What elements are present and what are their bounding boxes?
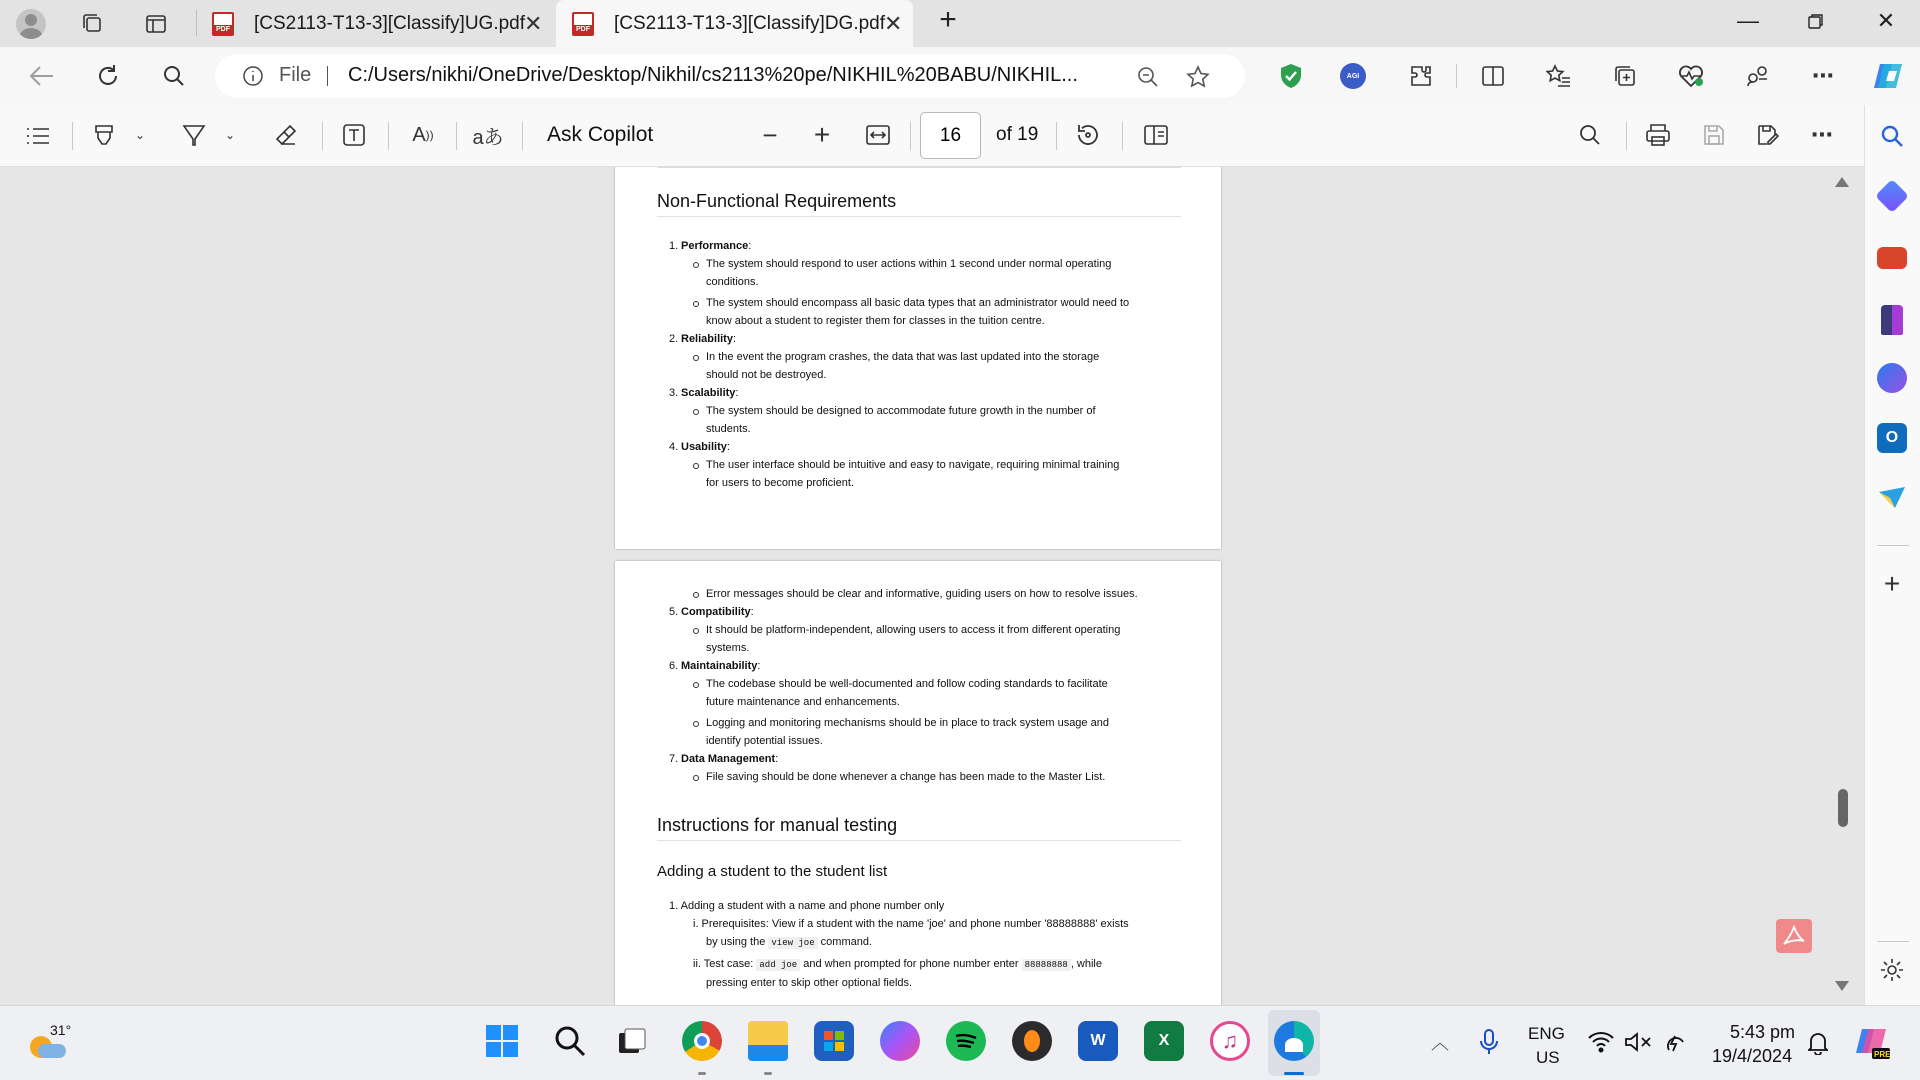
- nfr-sub-line: should not be destroyed.: [706, 369, 827, 381]
- fit-to-width-icon[interactable]: [864, 121, 892, 149]
- sidebar-search-icon[interactable]: [1877, 121, 1907, 151]
- pdf-file-icon: PDF: [212, 12, 234, 36]
- volume-muted-icon[interactable]: [1624, 1030, 1652, 1054]
- edge-sidebar: [1864, 105, 1920, 1005]
- share-icon[interactable]: [1742, 61, 1772, 91]
- extensions-icon[interactable]: [1406, 61, 1436, 91]
- scroll-down-arrow[interactable]: [1835, 981, 1849, 991]
- ask-copilot-button[interactable]: Ask Copilot: [547, 123, 654, 146]
- nfr-sub-line: for users to become proficient.: [706, 477, 854, 489]
- nfr-sub-line: Logging and monitoring mechanisms should be in place to track system usage and: [657, 714, 1181, 732]
- nfr-sub-line: students.: [706, 423, 751, 435]
- page-total: of 19: [996, 124, 1039, 145]
- highlight-dropdown-icon[interactable]: ⌄: [134, 128, 146, 142]
- nfr-sub-line: The system should be designed to accommodate future growth in the number of: [657, 402, 1181, 420]
- copilot-taskbar-icon[interactable]: [880, 1021, 920, 1061]
- tab-title: [CS2113-T13-3][Classify]UG.pdf: [254, 12, 526, 34]
- find-icon[interactable]: [1576, 121, 1604, 149]
- tab-actions-icon[interactable]: [142, 10, 170, 38]
- more-options-icon[interactable]: ⋯: [1812, 63, 1834, 88]
- excel-icon[interactable]: X: [1144, 1021, 1184, 1061]
- tab-dg-pdf[interactable]: [556, 0, 913, 47]
- close-tab-icon[interactable]: ✕: [524, 10, 543, 36]
- itunes-icon[interactable]: ♫: [1210, 1021, 1250, 1061]
- scroll-up-arrow[interactable]: [1835, 177, 1849, 187]
- nfr-sub-line: The system should respond to user actions within 1 second under normal operating: [657, 255, 1181, 273]
- draw-icon[interactable]: [180, 121, 208, 149]
- tab-ug-pdf[interactable]: [212, 0, 550, 47]
- nfr-list: [657, 237, 1181, 492]
- edge-icon[interactable]: [1274, 1021, 1314, 1061]
- clock-date[interactable]: 19/4/2024: [1712, 1046, 1793, 1066]
- collections-icon[interactable]: [1610, 61, 1640, 91]
- print-icon[interactable]: [1644, 121, 1672, 149]
- contents-icon[interactable]: [24, 123, 52, 149]
- code-phone: 88888888: [1022, 959, 1071, 971]
- nfr-item-title: Reliability: [681, 333, 733, 345]
- word-icon[interactable]: W: [1078, 1021, 1118, 1061]
- nfr-item-number: 4.: [669, 441, 679, 453]
- pdf-toolbar: [0, 105, 1864, 167]
- pdf-page-16: [615, 167, 1221, 549]
- refresh-icon[interactable]: [92, 61, 124, 91]
- outlook-icon[interactable]: O: [1877, 423, 1907, 453]
- telegram-send-icon[interactable]: [1877, 483, 1907, 513]
- add-sidebar-app-icon[interactable]: +: [1883, 568, 1901, 599]
- weather-widget[interactable]: [26, 1022, 70, 1062]
- zoom-out-button[interactable]: −: [762, 119, 778, 150]
- microphone-icon[interactable]: [1476, 1028, 1502, 1056]
- nfr-item: 5. Compatibility:: [657, 603, 1181, 621]
- draw-dropdown-icon[interactable]: ⌄: [224, 128, 236, 142]
- back-icon[interactable]: [26, 61, 58, 91]
- weather-temp: 31°: [50, 1022, 72, 1038]
- nfr-heading: Non-Functional Requirements: [657, 191, 1181, 217]
- close-window-button[interactable]: ✕: [1876, 8, 1896, 33]
- settings-gear-icon[interactable]: [1877, 955, 1907, 985]
- nfr-item-number: 6.: [669, 660, 679, 672]
- nfr-item: 3. Scalability:: [657, 384, 1181, 402]
- svg-text:PRE: PRE: [1874, 1050, 1890, 1059]
- language-code[interactable]: ENG: [1528, 1024, 1565, 1043]
- split-screen-icon[interactable]: [1478, 61, 1508, 91]
- profile-icon[interactable]: [16, 9, 46, 39]
- file-explorer-icon[interactable]: [748, 1021, 788, 1061]
- address-bar[interactable]: [215, 54, 1245, 98]
- scrollbar-thumb[interactable]: [1838, 789, 1848, 827]
- nfr-item: 1. Performance:: [657, 237, 1181, 255]
- tab-title: [CS2113-T13-3][Classify]DG.pdf: [614, 12, 886, 34]
- shopping-tag-icon[interactable]: [1875, 179, 1909, 213]
- search-icon[interactable]: [158, 61, 190, 91]
- zoom-out-icon[interactable]: [1135, 64, 1161, 90]
- copilot-hex-icon[interactable]: [1877, 363, 1907, 393]
- nfr-sub-line: know about a student to register them for classes in the tuition centre.: [706, 315, 1045, 327]
- nfr-item-title: Maintainability: [681, 660, 758, 672]
- tools-briefcase-icon[interactable]: [1877, 247, 1907, 269]
- nfr-sub-line: The user interface should be intuitive and easy to navigate, requiring minimal training: [657, 456, 1181, 474]
- tab-bar: [0, 0, 1920, 47]
- nfr-item-title: Performance: [681, 240, 749, 252]
- nfr-list-continued: [657, 585, 1181, 786]
- nfr-item-title: Data Management: [681, 753, 776, 765]
- nfr-sub-line: The codebase should be well-documented and follow coding standards to facilitate: [657, 675, 1181, 693]
- nfr-sub-line: identify potential issues.: [706, 735, 823, 747]
- nfr-item-title: Compatibility: [681, 606, 751, 618]
- copilot-preview-icon[interactable]: [1852, 1024, 1892, 1062]
- page-number-input[interactable]: 16: [920, 112, 981, 159]
- translate-icon[interactable]: aあ: [472, 126, 504, 149]
- highlight-icon[interactable]: [90, 121, 118, 149]
- language-region[interactable]: US: [1536, 1048, 1560, 1067]
- wifi-icon[interactable]: [1588, 1030, 1614, 1054]
- spotify-icon[interactable]: [946, 1021, 986, 1061]
- test-case-line-2: pressing enter to skip other optional fields.: [706, 977, 913, 989]
- url-text[interactable]: C:/Users/nikhi/OneDrive/Desktop/Nikhil/cs2113%20pe/NIKHIL%20BABU/NIKHIL...: [348, 64, 1078, 86]
- clock-time[interactable]: 5:43 pm: [1730, 1022, 1796, 1042]
- nfr-item-number: 1.: [669, 240, 679, 252]
- manual-testing-heading: Instructions for manual testing: [657, 815, 1181, 841]
- read-aloud-icon[interactable]: A )): [412, 123, 434, 146]
- save-as-icon[interactable]: [1754, 121, 1782, 149]
- nfr-sub-line: future maintenance and enhancements.: [706, 696, 900, 708]
- close-tab-icon[interactable]: ✕: [884, 10, 903, 36]
- eraser-icon[interactable]: [272, 121, 300, 149]
- nfr-sub-line: In the event the program crashes, the data that was last updated into the storage: [657, 348, 1181, 366]
- nfr-item: 6. Maintainability:: [657, 657, 1181, 675]
- extension-badge-icon[interactable]: AGI: [1340, 63, 1366, 89]
- favorites-icon[interactable]: [1544, 61, 1574, 91]
- code-view-joe: view joe: [768, 937, 817, 949]
- save-icon: [1700, 121, 1728, 149]
- chrome-icon[interactable]: [682, 1021, 722, 1061]
- fl-studio-icon[interactable]: [1012, 1021, 1052, 1061]
- test-item: 1. Adding a student with a name and phone number only: [669, 900, 945, 912]
- nfr-sub-line: It should be platform-independent, allowing users to access it from different operating: [657, 621, 1181, 639]
- nfr-item-number: 3.: [669, 387, 679, 399]
- prereq-line-2: by using the view joe command.: [706, 936, 873, 948]
- minimize-button[interactable]: —: [1737, 8, 1759, 33]
- nfr-sub-line: conditions.: [706, 276, 759, 288]
- nfr-sub-line: File saving should be done whenever a change has been made to the Master List.: [657, 768, 1181, 786]
- nfr-item-title: Usability: [681, 441, 727, 453]
- prereq-line-1: i. Prerequisites: View if a student with the name 'joe' and phone number '88888888' exists: [693, 918, 1129, 930]
- new-tab-button[interactable]: +: [939, 3, 957, 36]
- taskbar-search-icon[interactable]: [550, 1021, 590, 1061]
- games-chess-icon[interactable]: [1881, 305, 1903, 335]
- workspaces-icon[interactable]: [78, 10, 106, 38]
- notifications-bell-icon[interactable]: [1806, 1030, 1830, 1056]
- nfr-item-number: 2.: [669, 333, 679, 345]
- nfr-item-number: 5.: [669, 606, 679, 618]
- favorite-star-icon[interactable]: [1185, 64, 1211, 90]
- info-icon[interactable]: [241, 64, 265, 88]
- rotate-icon[interactable]: [1074, 121, 1102, 149]
- battery-charging-icon[interactable]: [1660, 1028, 1690, 1056]
- browser-essentials-icon[interactable]: [1676, 61, 1706, 91]
- adding-student-heading: Adding a student to the student list: [657, 863, 888, 880]
- address-toolbar: [0, 47, 1920, 105]
- nfr-sub-line: The system should encompass all basic data types that an administrator would need to: [657, 294, 1181, 312]
- nfr-sub-line: Error messages should be clear and informative, guiding users on how to resolve issues.: [657, 585, 1181, 603]
- restore-button[interactable]: [1796, 10, 1836, 36]
- file-label: File: [279, 64, 312, 86]
- show-hidden-icons-chevron[interactable]: ︿: [1431, 1033, 1449, 1053]
- acrobat-icon[interactable]: [1776, 919, 1812, 953]
- zoom-in-button[interactable]: +: [813, 119, 831, 150]
- page-view-icon[interactable]: [1142, 121, 1170, 149]
- nfr-item-title: Scalability: [681, 387, 736, 399]
- nfr-item: 7. Data Management:: [657, 750, 1181, 768]
- task-view-icon[interactable]: [612, 1021, 652, 1061]
- taskbar: [0, 1005, 1920, 1080]
- more-tools-icon[interactable]: ⋯: [1811, 122, 1833, 147]
- add-text-icon[interactable]: [340, 121, 368, 149]
- nfr-item: 4. Usability:: [657, 438, 1181, 456]
- pdf-file-icon: PDF: [572, 12, 594, 36]
- code-add-joe: add joe: [756, 959, 800, 971]
- shield-extension-icon[interactable]: [1276, 61, 1306, 91]
- copilot-icon[interactable]: [1870, 59, 1906, 93]
- nfr-item: 2. Reliability:: [657, 330, 1181, 348]
- nfr-item-number: 7.: [669, 753, 679, 765]
- start-windows-icon[interactable]: [482, 1021, 522, 1061]
- pdf-page-17: [615, 561, 1221, 1005]
- nfr-sub-line: systems.: [706, 642, 750, 654]
- microsoft-store-icon[interactable]: [814, 1021, 854, 1061]
- pdf-viewer: [0, 167, 1864, 1005]
- test-case-line-1: ii. Test case: add joe and when prompted for phone number enter 88888888 , while: [693, 958, 1102, 970]
